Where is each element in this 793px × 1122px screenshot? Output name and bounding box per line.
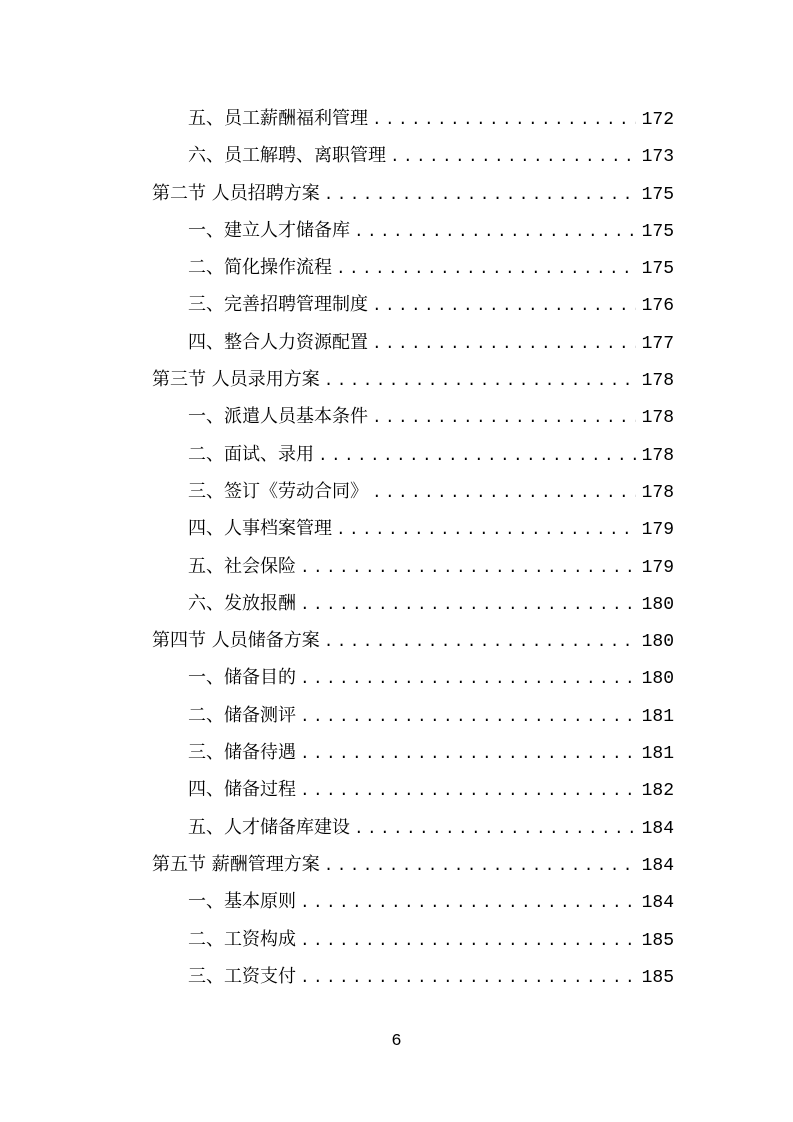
toc-entry[interactable] xyxy=(152,548,674,585)
toc-entry-title: 二、工资构成 xyxy=(188,928,296,950)
toc-entry-title: 三、签订《劳动合同》 xyxy=(188,480,368,502)
toc-entry-page: 180 xyxy=(641,669,674,690)
toc-entry-page: 185 xyxy=(641,967,674,988)
toc-entry[interactable] xyxy=(152,436,674,473)
toc-dot-leader xyxy=(300,550,636,587)
toc-entry-page: 181 xyxy=(641,744,674,765)
toc-entry-page: 178 xyxy=(641,445,674,466)
toc-dot-leader xyxy=(336,251,636,288)
toc-entry-title: 第二节 人员招聘方案 xyxy=(152,182,320,204)
toc-entry-title: 二、简化操作流程 xyxy=(188,257,332,279)
toc-entry[interactable] xyxy=(152,212,674,249)
toc-entry[interactable] xyxy=(152,324,674,361)
toc-entry-page: 184 xyxy=(641,893,674,914)
toc-dot-leader xyxy=(324,177,636,214)
toc-entry[interactable] xyxy=(152,398,674,435)
toc-entry-title: 三、完善招聘管理制度 xyxy=(188,294,368,316)
toc-entry-page: 184 xyxy=(641,855,674,876)
toc-entry[interactable] xyxy=(152,100,674,137)
toc-entry-title: 一、储备目的 xyxy=(188,667,296,689)
toc-entry-page: 185 xyxy=(641,930,674,951)
toc-entry[interactable] xyxy=(152,659,674,696)
toc-entry[interactable] xyxy=(152,286,674,323)
toc-entry-page: 173 xyxy=(641,147,674,168)
toc-entry[interactable] xyxy=(152,734,674,771)
toc-dot-leader xyxy=(300,773,636,810)
toc-section-entry[interactable] xyxy=(152,846,674,883)
toc-entry-page: 179 xyxy=(641,557,674,578)
toc-dot-leader xyxy=(324,624,636,661)
toc-entry-title: 五、员工薪酬福利管理 xyxy=(188,108,368,129)
toc-entry[interactable] xyxy=(152,958,674,995)
toc-dot-leader xyxy=(300,885,636,922)
toc-entry-page: 176 xyxy=(641,296,674,317)
toc-dot-leader xyxy=(372,475,636,512)
toc-entry-page: 178 xyxy=(641,482,674,503)
toc-entry-title: 六、发放报酬 xyxy=(188,592,296,614)
toc-entry[interactable] xyxy=(152,697,674,734)
toc-dot-leader xyxy=(300,587,636,624)
toc-entry[interactable] xyxy=(152,510,674,547)
toc-dot-leader xyxy=(300,923,636,960)
toc-entry-page: 175 xyxy=(641,259,674,280)
toc-entry-title: 四、人事档案管理 xyxy=(188,518,332,540)
toc-dot-leader xyxy=(372,288,636,325)
toc-entry-title: 第四节 人员储备方案 xyxy=(152,630,320,652)
toc-dot-leader xyxy=(336,512,636,549)
toc-entry[interactable] xyxy=(152,883,674,920)
page-number: 6 xyxy=(391,1032,402,1051)
toc-entry-page: 181 xyxy=(641,706,674,727)
toc-entry-title: 四、整合人力资源配置 xyxy=(188,331,368,353)
toc-entry-title: 第三节 人员录用方案 xyxy=(152,369,320,391)
toc-entry[interactable] xyxy=(152,249,674,286)
toc-entry-page: 179 xyxy=(641,520,674,541)
toc-entry-title: 一、派遣人员基本条件 xyxy=(188,406,368,428)
toc-entry-page: 182 xyxy=(641,781,674,802)
toc-entry-title: 五、社会保险 xyxy=(188,555,296,577)
toc-entry-page: 175 xyxy=(641,184,674,205)
toc-section-entry[interactable] xyxy=(152,361,674,398)
toc-entry-title: 五、人才储备库建设 xyxy=(188,816,350,838)
toc-dot-leader xyxy=(354,214,636,251)
toc-dot-leader xyxy=(354,811,636,848)
toc-entry[interactable] xyxy=(152,585,674,622)
table-of-contents xyxy=(152,100,674,995)
toc-entry-page: 178 xyxy=(641,371,674,392)
toc-dot-leader xyxy=(300,699,636,736)
toc-dot-leader xyxy=(372,102,636,139)
toc-entry-title: 第五节 薪酬管理方案 xyxy=(152,853,320,875)
toc-dot-leader xyxy=(372,326,636,363)
toc-entry-title: 一、基本原则 xyxy=(188,891,296,913)
toc-entry[interactable] xyxy=(152,921,674,958)
toc-entry-title: 三、储备待遇 xyxy=(188,742,296,764)
toc-entry-page: 177 xyxy=(641,333,674,354)
toc-section-entry[interactable] xyxy=(152,622,674,659)
toc-entry-page: 175 xyxy=(641,221,674,242)
toc-dot-leader xyxy=(300,736,636,773)
toc-dot-leader xyxy=(324,848,636,885)
toc-entry[interactable] xyxy=(152,137,674,174)
toc-entry-page: 172 xyxy=(641,110,674,130)
toc-entry-page: 180 xyxy=(641,632,674,653)
toc-entry-page: 178 xyxy=(641,408,674,429)
toc-dot-leader xyxy=(300,960,636,997)
toc-entry-page: 180 xyxy=(641,594,674,615)
toc-entry-title: 一、建立人才储备库 xyxy=(188,219,350,241)
toc-entry-title: 四、储备过程 xyxy=(188,779,296,801)
toc-dot-leader xyxy=(318,438,636,475)
toc-entry-title: 二、储备测评 xyxy=(188,704,296,726)
toc-entry[interactable] xyxy=(152,771,674,808)
toc-dot-leader xyxy=(372,400,636,437)
toc-entry-title: 六、员工解聘、离职管理 xyxy=(188,145,386,167)
toc-entry-page: 184 xyxy=(641,818,674,839)
toc-entry[interactable] xyxy=(152,473,674,510)
toc-dot-leader xyxy=(390,139,636,176)
toc-section-entry[interactable] xyxy=(152,175,674,212)
toc-entry[interactable] xyxy=(152,809,674,846)
toc-entry-title: 三、工资支付 xyxy=(188,965,296,987)
toc-dot-leader xyxy=(300,661,636,698)
toc-entry-title: 二、面试、录用 xyxy=(188,443,314,465)
toc-dot-leader xyxy=(324,363,636,400)
